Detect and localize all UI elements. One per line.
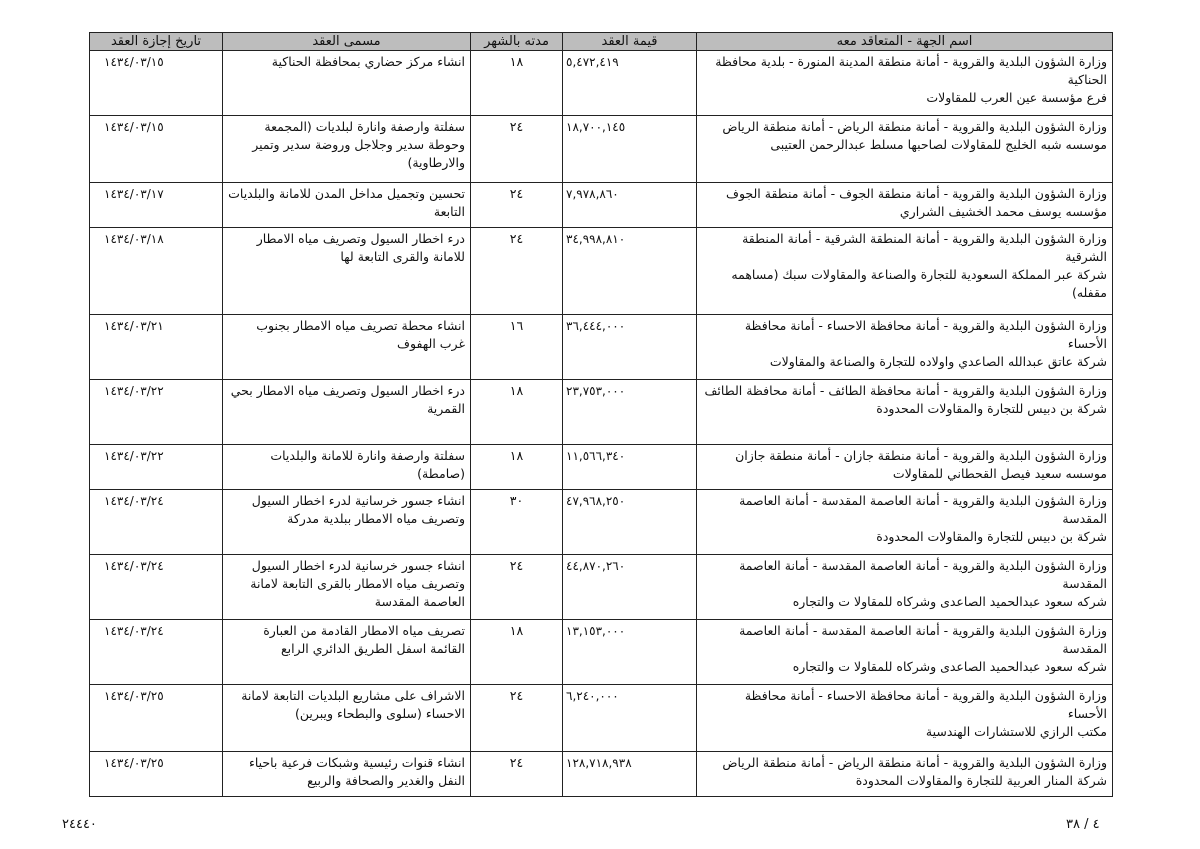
months-cell: ١٦ bbox=[471, 315, 563, 380]
header-date: تاريخ إجازة العقد bbox=[90, 33, 223, 51]
value-cell: ٦,٢٤٠,٠٠٠ bbox=[563, 685, 697, 752]
contractor-name: شركة بن دبيس للتجارة والمقاولات المحدودة bbox=[876, 401, 1107, 416]
contract-name-cell: انشاء جسور خرسانية لدرء اخطار السيول وتصريف مياه الامطار ببلدية مدركة bbox=[223, 490, 471, 555]
contract-name-cell: تصريف مياه الامطار القادمة من العبارة القائمة اسفل الطريق الدائري الرابع bbox=[223, 620, 471, 685]
contract-name-cell: انشاء جسور خرسانية لدرء اخطار السيول وتصريف مياه الامطار بالقرى التابعة لامانة العاصمة المقدسة bbox=[223, 555, 471, 620]
document-code: ٢٤٤٤٠ bbox=[62, 817, 97, 832]
contractor-name: شركة بن دبيس للتجارة والمقاولات المحدودة bbox=[876, 529, 1107, 544]
date-cell: ١٤٣٤/٠٣/٢٢ bbox=[90, 380, 223, 445]
table-row bbox=[90, 315, 1113, 380]
header-months: مدته بالشهر bbox=[471, 33, 563, 51]
date-cell: ١٤٣٤/٠٣/٢٤ bbox=[90, 620, 223, 685]
entity-name: وزارة الشؤون البلدية والقروية - أمانة محافظة الاحساء - أمانة محافظة الأحساء bbox=[744, 688, 1107, 721]
table-header-row bbox=[90, 33, 1113, 51]
table-row bbox=[90, 228, 1113, 315]
months-cell: ٢٤ bbox=[471, 183, 563, 228]
months-cell: ٢٤ bbox=[471, 116, 563, 183]
months-cell: ٢٤ bbox=[471, 228, 563, 315]
date-cell: ١٤٣٤/٠٣/٢٥ bbox=[90, 752, 223, 797]
entity-cell bbox=[697, 183, 1113, 228]
contractor-name: شركه سعود عبدالحميد الصاعدى وشركاه للمقاولا ت والتجاره bbox=[792, 594, 1107, 609]
date-cell: ١٤٣٤/٠٣/١٥ bbox=[90, 51, 223, 116]
contract-name-cell: درء اخطار السيول وتصريف مياه الامطار بحي القمرية bbox=[223, 380, 471, 445]
contract-name-cell: انشاء مركز حضاري بمحافظة الحناكية bbox=[223, 51, 471, 116]
value-cell: ١٣,١٥٣,٠٠٠ bbox=[563, 620, 697, 685]
date-cell: ١٤٣٤/٠٣/٢١ bbox=[90, 315, 223, 380]
date-cell: ١٤٣٤/٠٣/١٥ bbox=[90, 116, 223, 183]
entity-name: وزارة الشؤون البلدية والقروية - أمانة محافظة الطائف - أمانة محافظة الطائف bbox=[704, 383, 1107, 398]
entity-name: وزارة الشؤون البلدية والقروية - أمانة منطقة الرياض - أمانة منطقة الرياض bbox=[722, 119, 1107, 134]
table-row bbox=[90, 116, 1113, 183]
contractor-name: موسسه شبه الخليج للمقاولات لصاحبها مسلط عبدالرحمن العتيبى bbox=[770, 137, 1107, 152]
value-cell: ٣٦,٤٤٤,٠٠٠ bbox=[563, 315, 697, 380]
entity-cell bbox=[697, 620, 1113, 685]
table-row bbox=[90, 555, 1113, 620]
entity-name: وزارة الشؤون البلدية والقروية - أمانة العاصمة المقدسة - أمانة العاصمة المقدسة bbox=[739, 558, 1107, 591]
date-cell: ١٤٣٤/٠٣/١٨ bbox=[90, 228, 223, 315]
table-row bbox=[90, 183, 1113, 228]
entity-name: وزارة الشؤون البلدية والقروية - أمانة العاصمة المقدسة - أمانة العاصمة المقدسة bbox=[739, 493, 1107, 526]
table-row bbox=[90, 51, 1113, 116]
contractor-name: موسسه سعيد فيصل القحطاني للمقاولات bbox=[892, 466, 1107, 481]
months-cell: ٢٤ bbox=[471, 752, 563, 797]
table-row bbox=[90, 380, 1113, 445]
contractor-name: شركة المنار العربية للتجارة والمقاولات المحدودة bbox=[855, 773, 1107, 788]
table-row bbox=[90, 490, 1113, 555]
entity-name: وزارة الشؤون البلدية والقروية - أمانة منطقة المدينة المنورة - بلدية محافظة الحناكية bbox=[715, 54, 1107, 87]
table-row bbox=[90, 620, 1113, 685]
table-body bbox=[90, 51, 1113, 797]
contracts-table bbox=[89, 32, 1113, 797]
table-row bbox=[90, 445, 1113, 490]
contract-name-cell: انشاء محطة تصريف مياه الامطار بجنوب غرب الهفوف bbox=[223, 315, 471, 380]
table-row bbox=[90, 685, 1113, 752]
contract-name-cell: الاشراف على مشاريع البلديات التابعة لامانة الاحساء (سلوى والبطحاء ويبرين) bbox=[223, 685, 471, 752]
months-cell: ١٨ bbox=[471, 380, 563, 445]
entity-cell bbox=[697, 228, 1113, 315]
entity-name: وزارة الشؤون البلدية والقروية - أمانة منطقة الرياض - أمانة منطقة الرياض bbox=[722, 755, 1107, 770]
date-cell: ١٤٣٤/٠٣/٢٢ bbox=[90, 445, 223, 490]
entity-name: وزارة الشؤون البلدية والقروية - أمانة منطقة جازان - أمانة منطقة جازان bbox=[735, 448, 1107, 463]
entity-cell bbox=[697, 490, 1113, 555]
entity-name: وزارة الشؤون البلدية والقروية - أمانة محافظة الاحساء - أمانة محافظة الأحساء bbox=[744, 318, 1107, 351]
value-cell: ٤٤,٨٧٠,٢٦٠ bbox=[563, 555, 697, 620]
months-cell: ٢٤ bbox=[471, 685, 563, 752]
months-cell: ٢٤ bbox=[471, 555, 563, 620]
entity-cell bbox=[697, 315, 1113, 380]
contract-name-cell: درء اخطار السيول وتصريف مياه الامطار للامانة والقرى التابعة لها bbox=[223, 228, 471, 315]
contract-name-cell: تحسين وتجميل مداخل المدن للامانة والبلديات التابعة bbox=[223, 183, 471, 228]
contractor-name: شركة عاتق عبدالله الصاعدي واولاده للتجارة والصناعة والمقاولات bbox=[769, 354, 1107, 369]
months-cell: ٣٠ bbox=[471, 490, 563, 555]
entity-name: وزارة الشؤون البلدية والقروية - أمانة العاصمة المقدسة - أمانة العاصمة المقدسة bbox=[739, 623, 1107, 656]
contract-name-cell: سفلتة وارصفة وانارة للامانة والبلديات (صامطة) bbox=[223, 445, 471, 490]
value-cell: ٧,٩٧٨,٨٦٠ bbox=[563, 183, 697, 228]
value-cell: ٣٤,٩٩٨,٨١٠ bbox=[563, 228, 697, 315]
value-cell: ١١,٥٦٦,٣٤٠ bbox=[563, 445, 697, 490]
contractor-name: فرع مؤسسة عين العرب للمقاولات bbox=[926, 90, 1107, 105]
months-cell: ١٨ bbox=[471, 620, 563, 685]
entity-cell bbox=[697, 51, 1113, 116]
months-cell: ١٨ bbox=[471, 445, 563, 490]
contract-name-cell: سفلتة وارصفة وانارة لبلديات (المجمعة وحوطة سدير وجلاجل وروضة سدير وتمير والارطاوية) bbox=[223, 116, 471, 183]
entity-cell bbox=[697, 445, 1113, 490]
header-entity: اسم الجهة - المتعاقد معه bbox=[697, 33, 1113, 51]
header-value: قيمة العقد bbox=[563, 33, 697, 51]
date-cell: ١٤٣٤/٠٣/١٧ bbox=[90, 183, 223, 228]
contractor-name: شركه سعود عبدالحميد الصاعدى وشركاه للمقاولا ت والتجاره bbox=[792, 659, 1107, 674]
value-cell: ١٨,٧٠٠,١٤٥ bbox=[563, 116, 697, 183]
entity-name: وزارة الشؤون البلدية والقروية - أمانة المنطقة الشرقية - أمانة المنطقة الشرقية bbox=[742, 231, 1107, 264]
contractor-name: شركة عبر المملكة السعودية للتجارة والصناعة والمقاولات سبك (مساهمه مقفله) bbox=[731, 267, 1107, 300]
entity-cell bbox=[697, 752, 1113, 797]
date-cell: ١٤٣٤/٠٣/٢٤ bbox=[90, 555, 223, 620]
value-cell: ٢٣,٧٥٣,٠٠٠ bbox=[563, 380, 697, 445]
date-cell: ١٤٣٤/٠٣/٢٤ bbox=[90, 490, 223, 555]
entity-cell bbox=[697, 555, 1113, 620]
entity-cell bbox=[697, 116, 1113, 183]
value-cell: ٤٧,٩٦٨,٢٥٠ bbox=[563, 490, 697, 555]
value-cell: ٥,٤٧٢,٤١٩ bbox=[563, 51, 697, 116]
contract-name-cell: انشاء قنوات رئيسية وشبكات فرعية باحياء النفل والغدير والصحافة والربيع bbox=[223, 752, 471, 797]
date-cell: ١٤٣٤/٠٣/٢٥ bbox=[90, 685, 223, 752]
page-number: ٤ / ٣٨ bbox=[1066, 817, 1100, 832]
table-row bbox=[90, 752, 1113, 797]
value-cell: ١٢٨,٧١٨,٩٣٨ bbox=[563, 752, 697, 797]
months-cell: ١٨ bbox=[471, 51, 563, 116]
contractor-name: مؤسسه يوسف محمد الخشيف الشراري bbox=[899, 204, 1107, 219]
header-contract-name: مسمى العقد bbox=[223, 33, 471, 51]
entity-cell bbox=[697, 685, 1113, 752]
entity-name: وزارة الشؤون البلدية والقروية - أمانة منطقة الجوف - أمانة منطقة الجوف bbox=[726, 186, 1107, 201]
contractor-name: مكتب الرازي للاستشارات الهندسية bbox=[925, 724, 1107, 739]
entity-cell bbox=[697, 380, 1113, 445]
